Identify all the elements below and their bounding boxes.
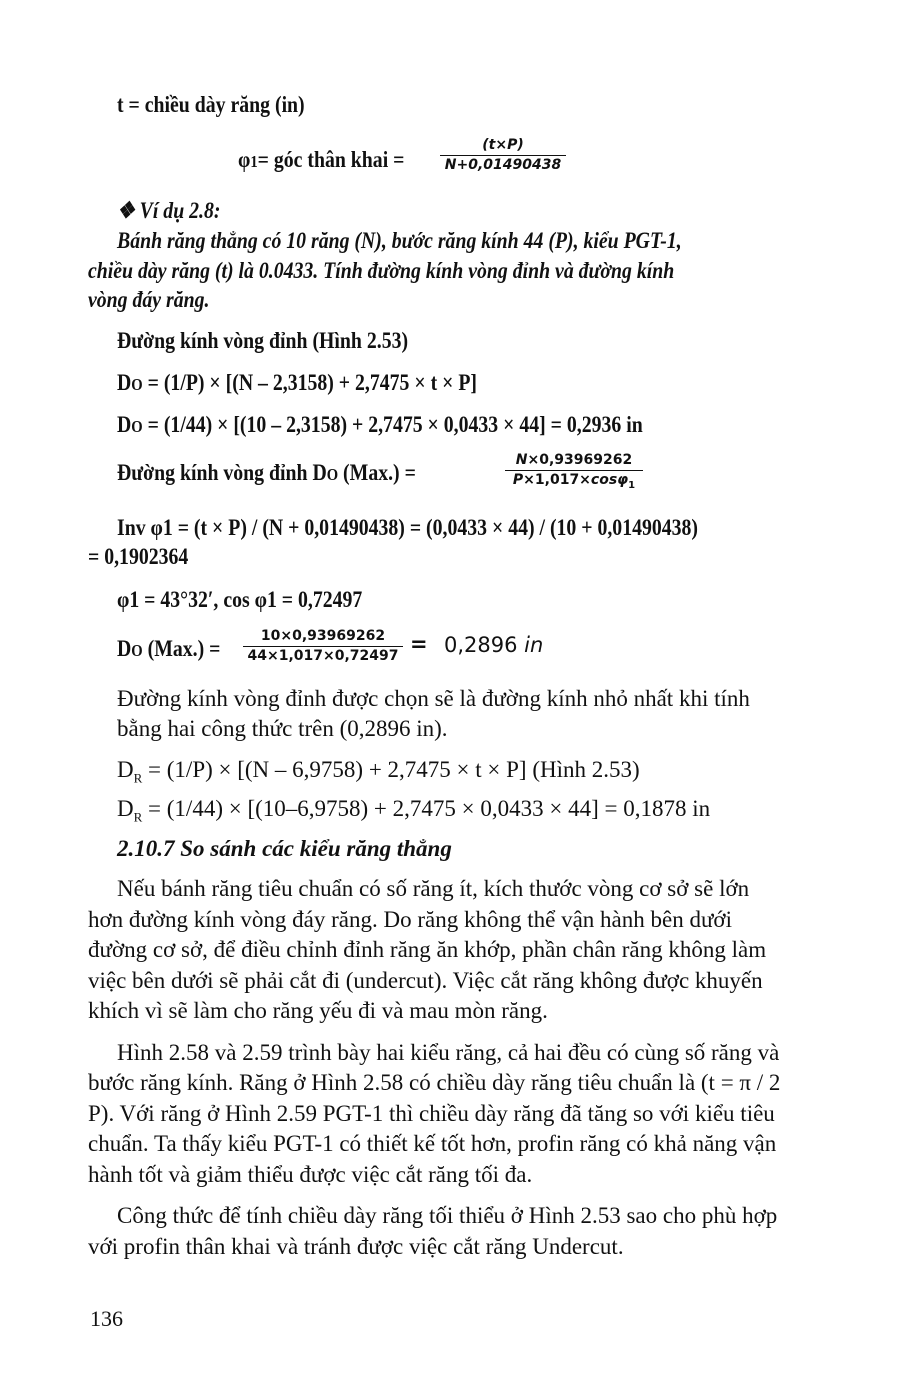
para2-line-4: việc bên dưới sẽ phải cắt đi (undercut). Việc cắt răng không được khuyến [88,968,763,993]
phi-value: φ1 = 43°32′, cos φ1 = 0,72497 [117,587,363,612]
definition-phi: φ1= góc thân khai = [238,147,405,172]
example-problem-line-1: Bánh răng thẳng có 10 răng (N), bước răng kính 44 (P), kiểu PGT-1, [117,228,682,253]
definition-t: t = chiều dày răng (in) [117,92,305,117]
do-calculation: DO = (1/44) × [(10 – 2,3158) + 2,7475 × 0,0433 × 44] = 0,2936 in [117,412,643,437]
do-max2-equals: = [410,632,428,656]
do-max-fraction-denominator: P×1,017×cosφ$_1$ [512,472,636,491]
do-max2-label: DO (Max.) = [117,636,221,661]
dr-formula: $D_R = (1/P) \times [(N - 6,9758) + 2,7475 \times t \times P]$ (Hình 2.53) [117,757,640,786]
phi-fraction-denominator: N+0,01490438 [444,157,562,173]
para1-line-2: bằng hai công thức trên (0,2896 in). [117,716,448,741]
page-number: 136 [90,1306,123,1331]
para4-line-1: Công thức để tính chiều dày răng tối thiểu ở Hình 2.53 sao cho phù hợp [117,1203,778,1228]
para3-line-3: P). Với răng ở Hình 2.59 PGT-1 thì chiều dày răng đã tăng so với kiểu tiêu [88,1101,775,1126]
section-heading: 2.10.7 So sánh các kiểu răng thẳng [117,836,452,861]
do-max-fraction [505,451,643,495]
do-max2-fraction [243,627,403,666]
do-max-label: Đường kính vòng đỉnh DO (Max.) = [117,460,416,485]
example-problem-line-3: vòng đáy răng. [88,287,210,312]
para2-line-3: đường cơ sở, để điều chỉnh đỉnh răng ăn khớp, phần chân răng không làm [88,937,767,962]
para3-line-1: Hình 2.58 và 2.59 trình bày hai kiểu răng, cả hai đều có cùng số răng và [117,1040,780,1065]
example-heading: ❖ Ví dụ 2.8: [117,198,221,223]
para2-line-5: khích vì sẽ làm cho răng yếu đi và mau mòn răng. [88,998,548,1023]
phi-fraction-numerator: (t×P) [482,137,524,153]
do-formula: DO = (1/P) × [(N – 2,3158) + 2,7475 × t × P] [117,370,478,395]
do-max2-fraction-numerator: 10×0,93969262 [260,628,386,644]
dr-calculation: $D_R = (1/44) \times [(10-6,9758) + 2,7475 \times 0,0433 \times 44] = 0,1878$ in [117,796,711,825]
outer-diameter-heading: Đường kính vòng đỉnh (Hình 2.53) [117,328,409,353]
para3-line-2: bước răng kính. Răng ở Hình 2.58 có chiều dày răng tiêu chuẩn là (t = π / 2 [88,1070,781,1095]
para3-line-5: hành tốt và giảm thiểu được việc cắt răng tối đa. [88,1162,533,1187]
do-max2-fraction-denominator: 44×1,017×0,72497 [247,648,399,664]
para4-line-2: với profin thân khai và tránh được việc cắt răng Undercut. [88,1234,624,1259]
para2-line-1: Nếu bánh răng tiêu chuẩn có số răng ít, kích thước vòng cơ sở sẽ lớn [117,876,750,901]
inv-phi-line-2: = 0,1902364 [88,544,189,569]
inv-phi-line-1: Inv φ1 = (t × P) / (N + 0,01490438) = (0,0433 × 44) / (10 + 0,01490438) [117,515,699,540]
example-problem-line-2: chiều dày răng (t) là 0.0433. Tính đường kính vòng đỉnh và đường kính [88,258,675,283]
do-max-fraction-numerator: N×0,93969262 [515,452,633,468]
do-max2-result: 0,2896 in [444,633,544,657]
para1-line-1: Đường kính vòng đỉnh được chọn sẽ là đường kính nhỏ nhất khi tính [117,686,750,711]
phi-fraction [440,136,566,175]
para3-line-4: chuẩn. Ta thấy kiểu PGT-1 có thiết kế tốt hơn, profin răng có khả năng vận [88,1131,777,1156]
para2-line-2: hơn đường kính vòng đáy răng. Do răng không thể vận hành bên dưới [88,907,732,932]
